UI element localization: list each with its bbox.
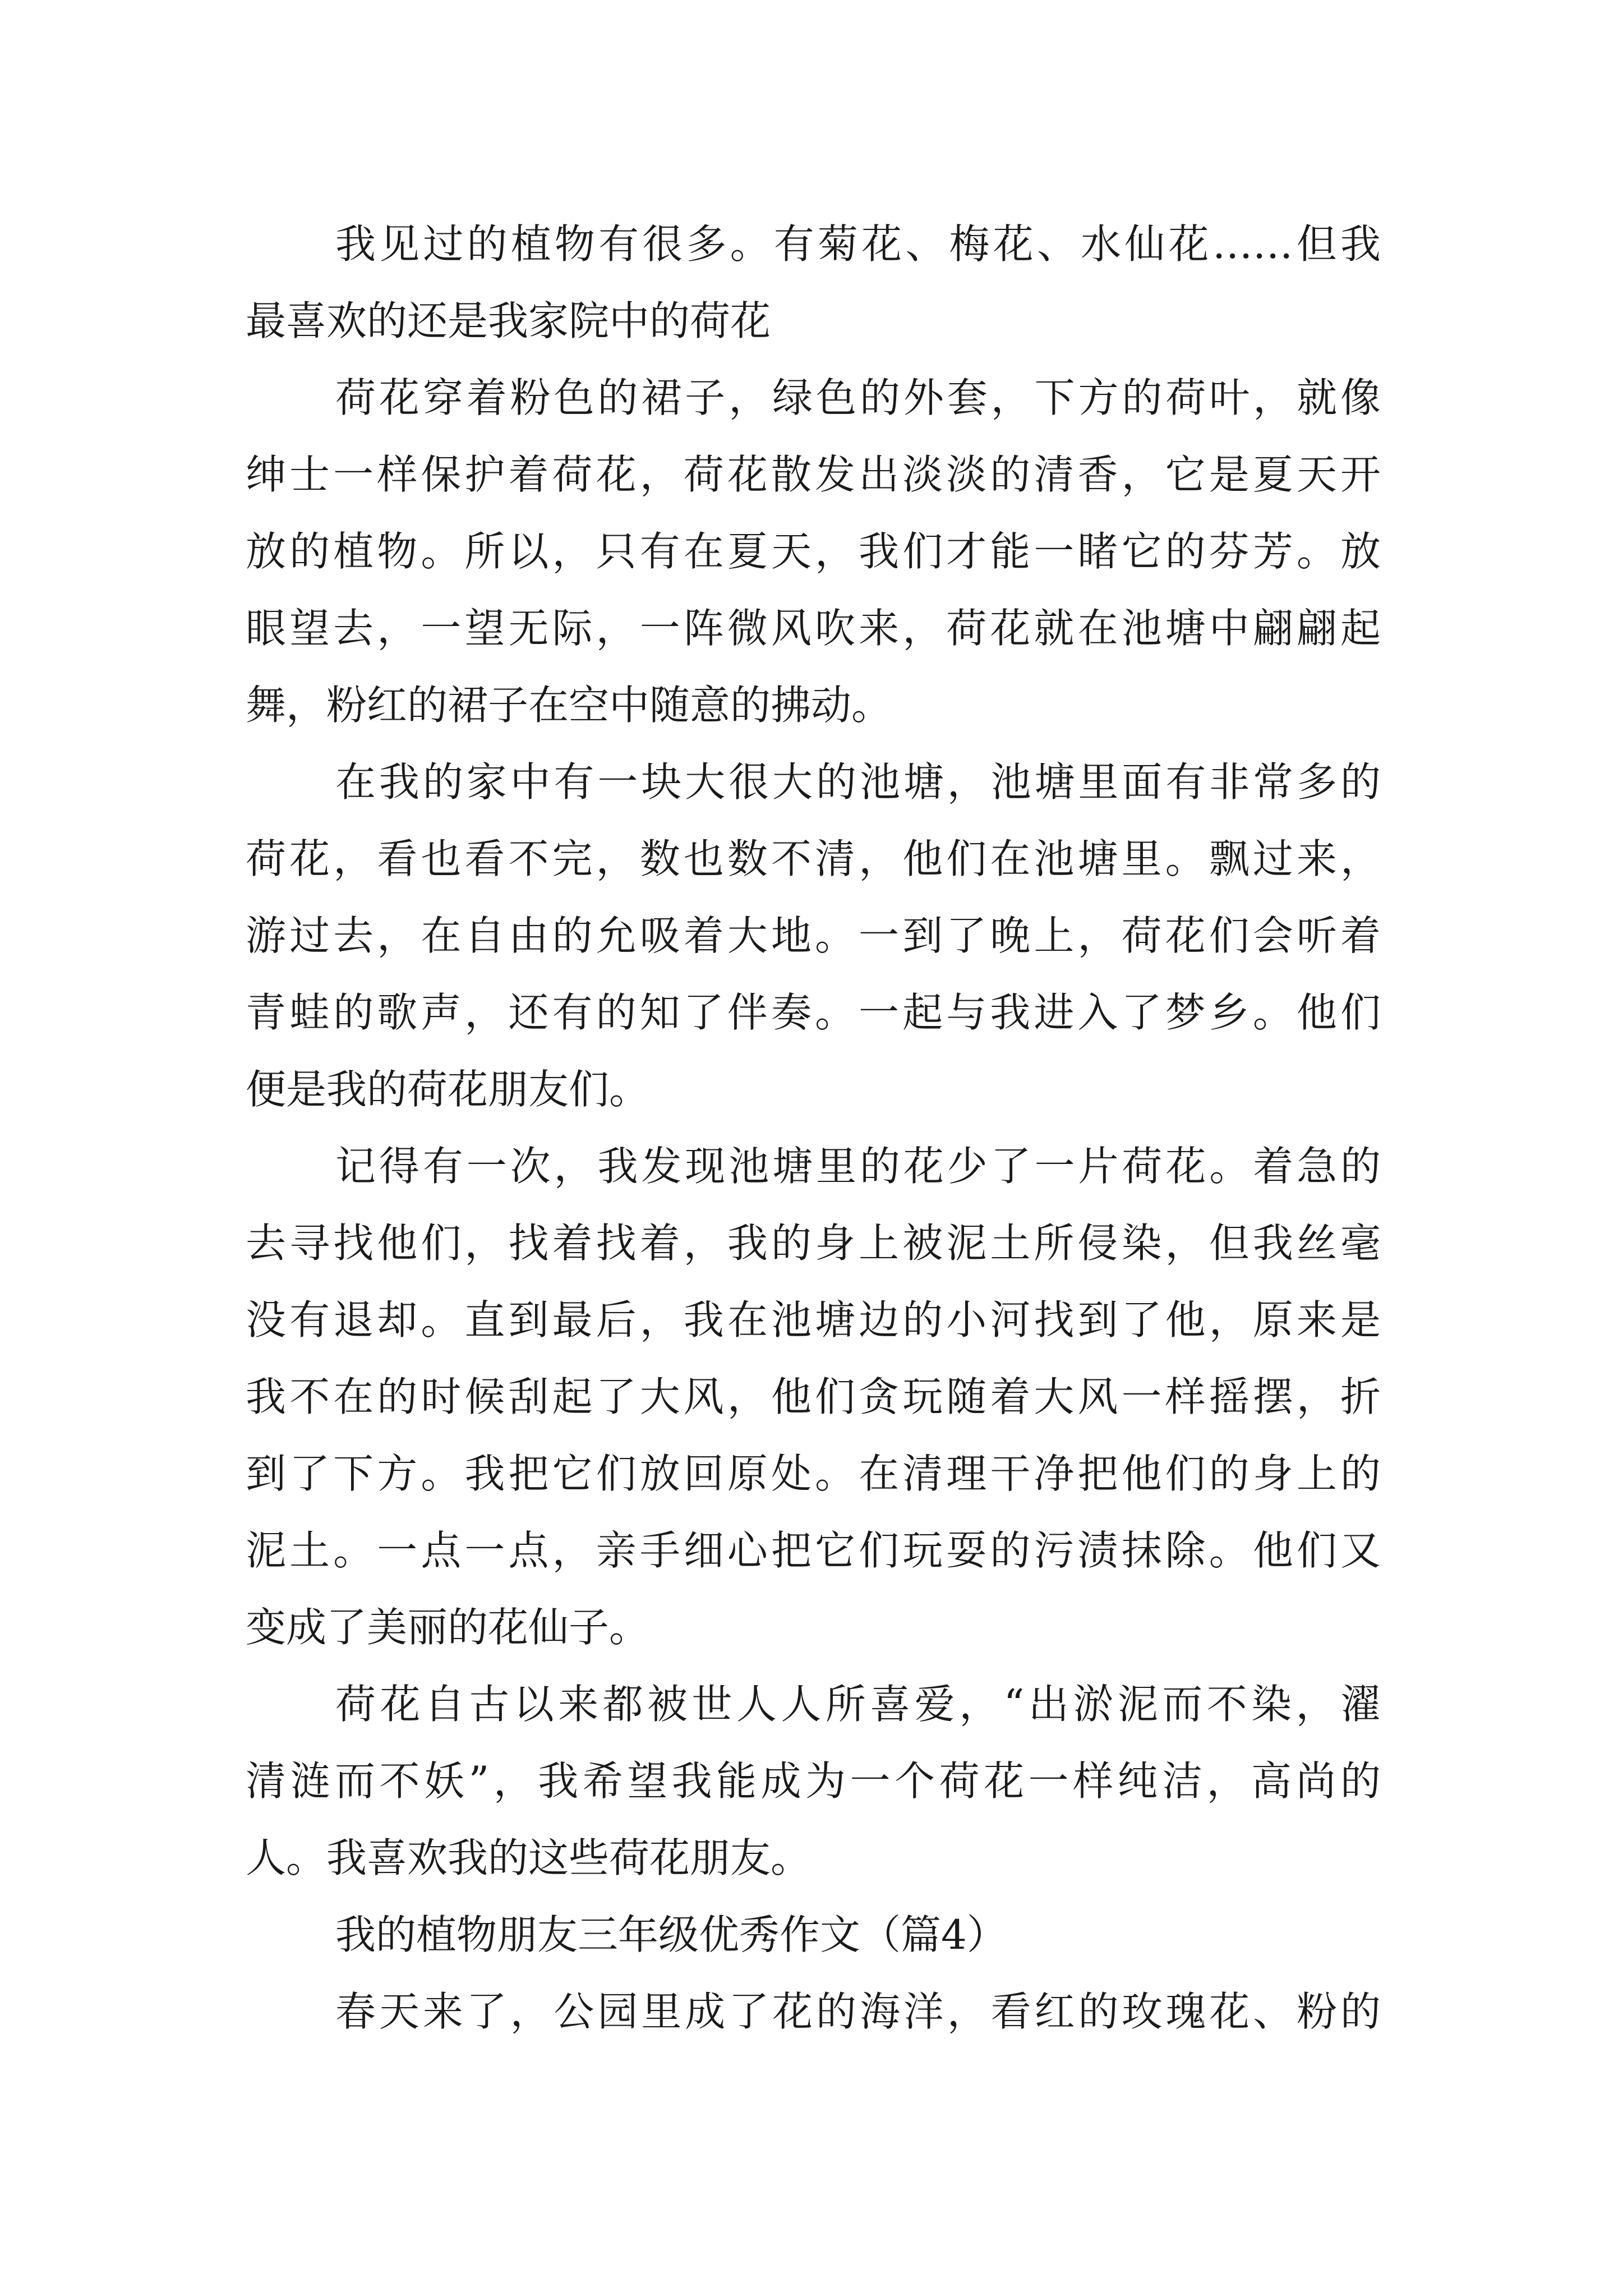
text-line: 春天来了，公园里成了花的海洋，看红的玫瑰花、粉的 [335,1988,1381,2035]
text-line: 我不在的时候刮起了大风，他们贪玩随着大风一样摇摆，折 [246,1373,1381,1420]
text-line: 泥土。一点一点，亲手细心把它们玩耍的污渍抹除。他们又 [246,1527,1381,1574]
text-line: 去寻找他们，找着找着，我的身上被泥土所侵染，但我丝毫 [246,1220,1381,1267]
text-line: 荷花穿着粉色的裙子，绿色的外套，下方的荷叶，就像 [335,374,1381,421]
text-line: 荷花自古以来都被世人人所喜爱，“出淤泥而不染，濯 [335,1681,1381,1728]
text-line: 青蛙的歌声，还有的知了伴奏。一起与我进入了梦乡。他们 [246,989,1381,1036]
text-line: 在我的家中有一块大很大的池塘，池塘里面有非常多的 [335,758,1381,806]
text-line: 最喜欢的还是我家院中的荷花 [246,297,771,344]
text-line: 舞，粉红的裙子在空中随意的拂动。 [246,682,892,729]
text-line: 放的植物。所以，只有在夏天，我们才能一睹它的芬芳。放 [246,528,1381,575]
text-line: 绅士一样保护着荷花，荷花散发出淡淡的清香，它是夏天开 [246,451,1381,498]
text-line: 便是我的荷花朋友们。 [246,1066,650,1113]
text-line: 眼望去，一望无际，一阵微风吹来，荷花就在池塘中翩翩起 [246,605,1381,652]
text-line: 我见过的植物有很多。有菊花、梅花、水仙花……但我 [335,220,1381,268]
text-line: 到了下方。我把它们放回原处。在清理干净把他们的身上的 [246,1450,1381,1497]
text-line: 没有退却。直到最后，我在池塘边的小河找到了他，原来是 [246,1296,1381,1343]
text-line: 记得有一次，我发现池塘里的花少了一片荷花。着急的 [335,1143,1381,1190]
text-line: 荷花，看也看不完，数也数不清，他们在池塘里。飘过来， [246,835,1381,882]
section-heading: 我的植物朋友三年级优秀作文（篇4） [335,1911,1007,1958]
text-line: 人。我喜欢我的这些荷花朋友。 [246,1834,811,1881]
text-line: 游过去，在自由的允吸着大地。一到了晚上，荷花们会听着 [246,912,1381,959]
text-line: 清涟而不妖”，我希望我能成为一个荷花一样纯洁，高尚的 [246,1757,1381,1805]
text-line: 变成了美丽的花仙子。 [246,1604,650,1651]
